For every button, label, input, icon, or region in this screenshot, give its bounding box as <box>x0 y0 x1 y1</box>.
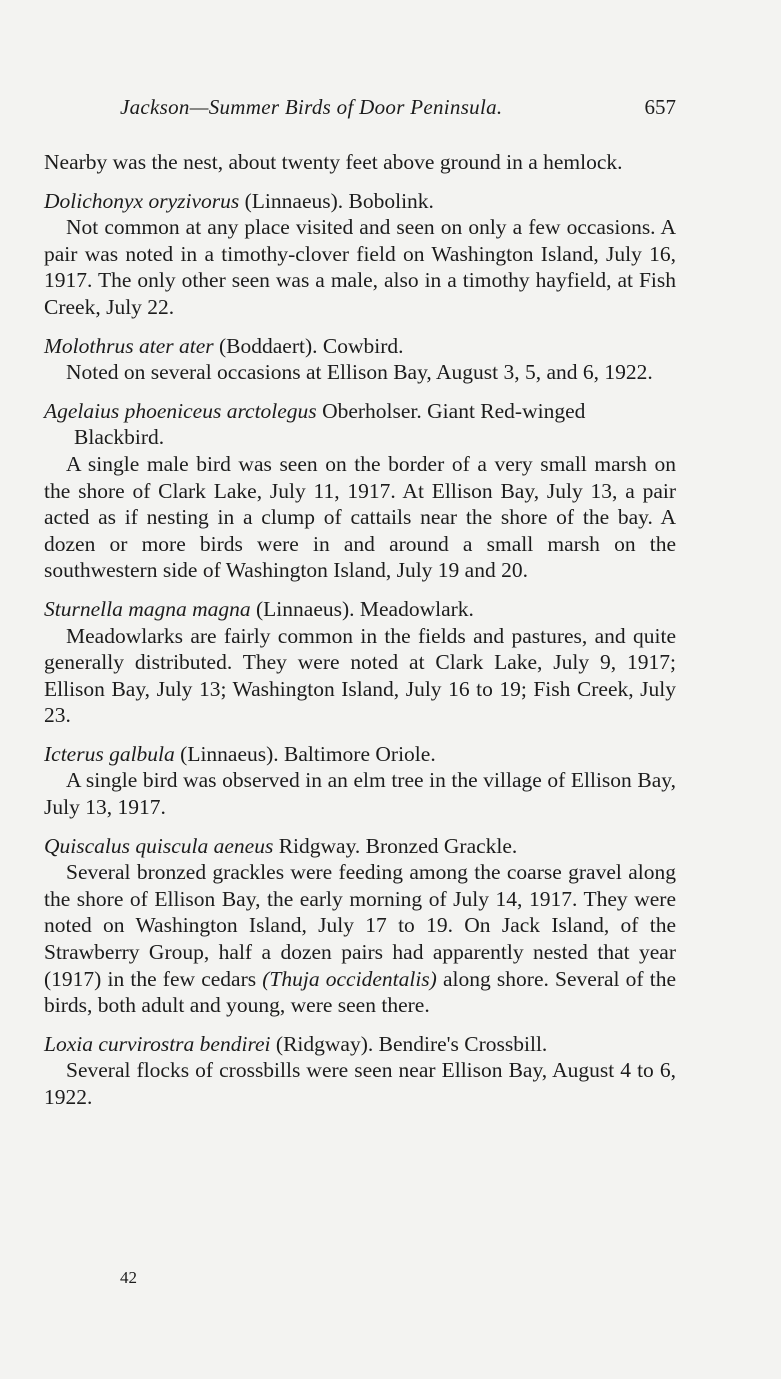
species-entry-bobolink <box>44 188 676 321</box>
species-paragraph: A single male bird was seen on the border of a very small marsh on the shore of Clark Lake, July 11, 1917. At Ellison Bay, July 13, a pair acted as if nesting in a clump of cattails near the shore of the bay. A dozen or more birds were in and around a small marsh on the southwestern side of Washington Island, July 19 and 20. <box>44 451 676 583</box>
species-heading <box>44 1031 676 1058</box>
species-heading <box>44 833 676 860</box>
species-paragraph <box>44 859 676 1019</box>
species-authority: (Linnaeus). Meadowlark. <box>250 596 474 621</box>
species-entry-crossbill <box>44 1031 676 1111</box>
species-authority: Ridgway. Bronzed Grackle. <box>273 833 518 858</box>
species-heading <box>44 188 676 215</box>
scientific-name: Molothrus ater ater <box>44 333 214 358</box>
species-authority: (Ridgway). Bendire's Crossbill. <box>270 1031 548 1056</box>
scientific-name: Quiscalus quiscula aeneus <box>44 833 274 858</box>
opening-paragraph: Nearby was the nest, about twenty feet above ground in a hemlock. <box>44 150 623 174</box>
species-entry-cowbird <box>44 333 676 386</box>
body-text <box>44 149 676 1111</box>
paragraph-text: Several bronzed grackles were feeding among the coarse gravel along the shore of Ellison Bay, the early morning of July 14, 1917. They were noted on Washington Island, July 17 to 19. On Jack Island, of the Strawberry Group, half a dozen pairs had apparently nested that year (1917) in the few cedars <box>44 860 676 991</box>
signature-mark: 42 <box>120 1268 137 1287</box>
species-paragraph: Not common at any place visited and seen on only a few occasions. A pair was noted in a timothy-clover field on Washington Island, July 16, 1917. The only other seen was a male, also in a timothy hayfield, at Fish Creek, July 22. <box>44 215 676 319</box>
book-page <box>44 0 676 1379</box>
species-authority: (Linnaeus). Bobolink. <box>239 188 434 213</box>
species-entry-meadowlark <box>44 596 676 729</box>
species-heading <box>44 333 676 360</box>
species-authority: Oberholser. Giant Red-winged Blackbird. <box>74 398 586 450</box>
page-number: 657 <box>644 95 676 119</box>
species-authority: (Linnaeus). Baltimore Oriole. <box>174 741 436 766</box>
species-paragraph: Several flocks of crossbills were seen near Ellison Bay, August 4 to 6, 1922. <box>44 1058 676 1109</box>
species-heading <box>44 741 676 768</box>
italic-species-name: (Thuja occidentalis) <box>262 966 437 991</box>
scientific-name: Sturnella magna magna <box>44 596 251 621</box>
species-entry-blackbird <box>44 398 676 584</box>
running-title: Jackson—Summer Birds of Door Peninsula. <box>120 95 503 119</box>
species-entry-grackle <box>44 833 676 1019</box>
running-head <box>44 95 676 125</box>
species-heading <box>44 398 676 451</box>
scientific-name: Agelaius phoeniceus arctolegus <box>44 398 317 423</box>
species-paragraph: Noted on several occasions at Ellison Bay, August 3, 5, and 6, 1922. <box>66 360 653 385</box>
species-paragraph: A single bird was observed in an elm tree in the village of Ellison Bay, July 13, 1917. <box>44 768 676 820</box>
scientific-name: Dolichonyx oryzivorus <box>44 188 240 213</box>
species-authority: (Boddaert). Cowbird. <box>213 333 404 358</box>
species-paragraph: Meadowlarks are fairly common in the fields and pastures, and quite generally distributed. They were noted at Clark Lake, July 9, 1917; Ellison Bay, July 13; Washington Island, July 16 to 19; Fish Creek, July 23. <box>44 623 676 728</box>
species-heading <box>44 596 676 623</box>
scientific-name: Loxia curvirostra bendirei <box>44 1031 271 1056</box>
paragraph-text: along shore. Several of the birds, both adult and young, were seen there. <box>44 966 676 1018</box>
scientific-name: Icterus galbula <box>44 741 175 766</box>
species-entry-oriole <box>44 741 676 821</box>
